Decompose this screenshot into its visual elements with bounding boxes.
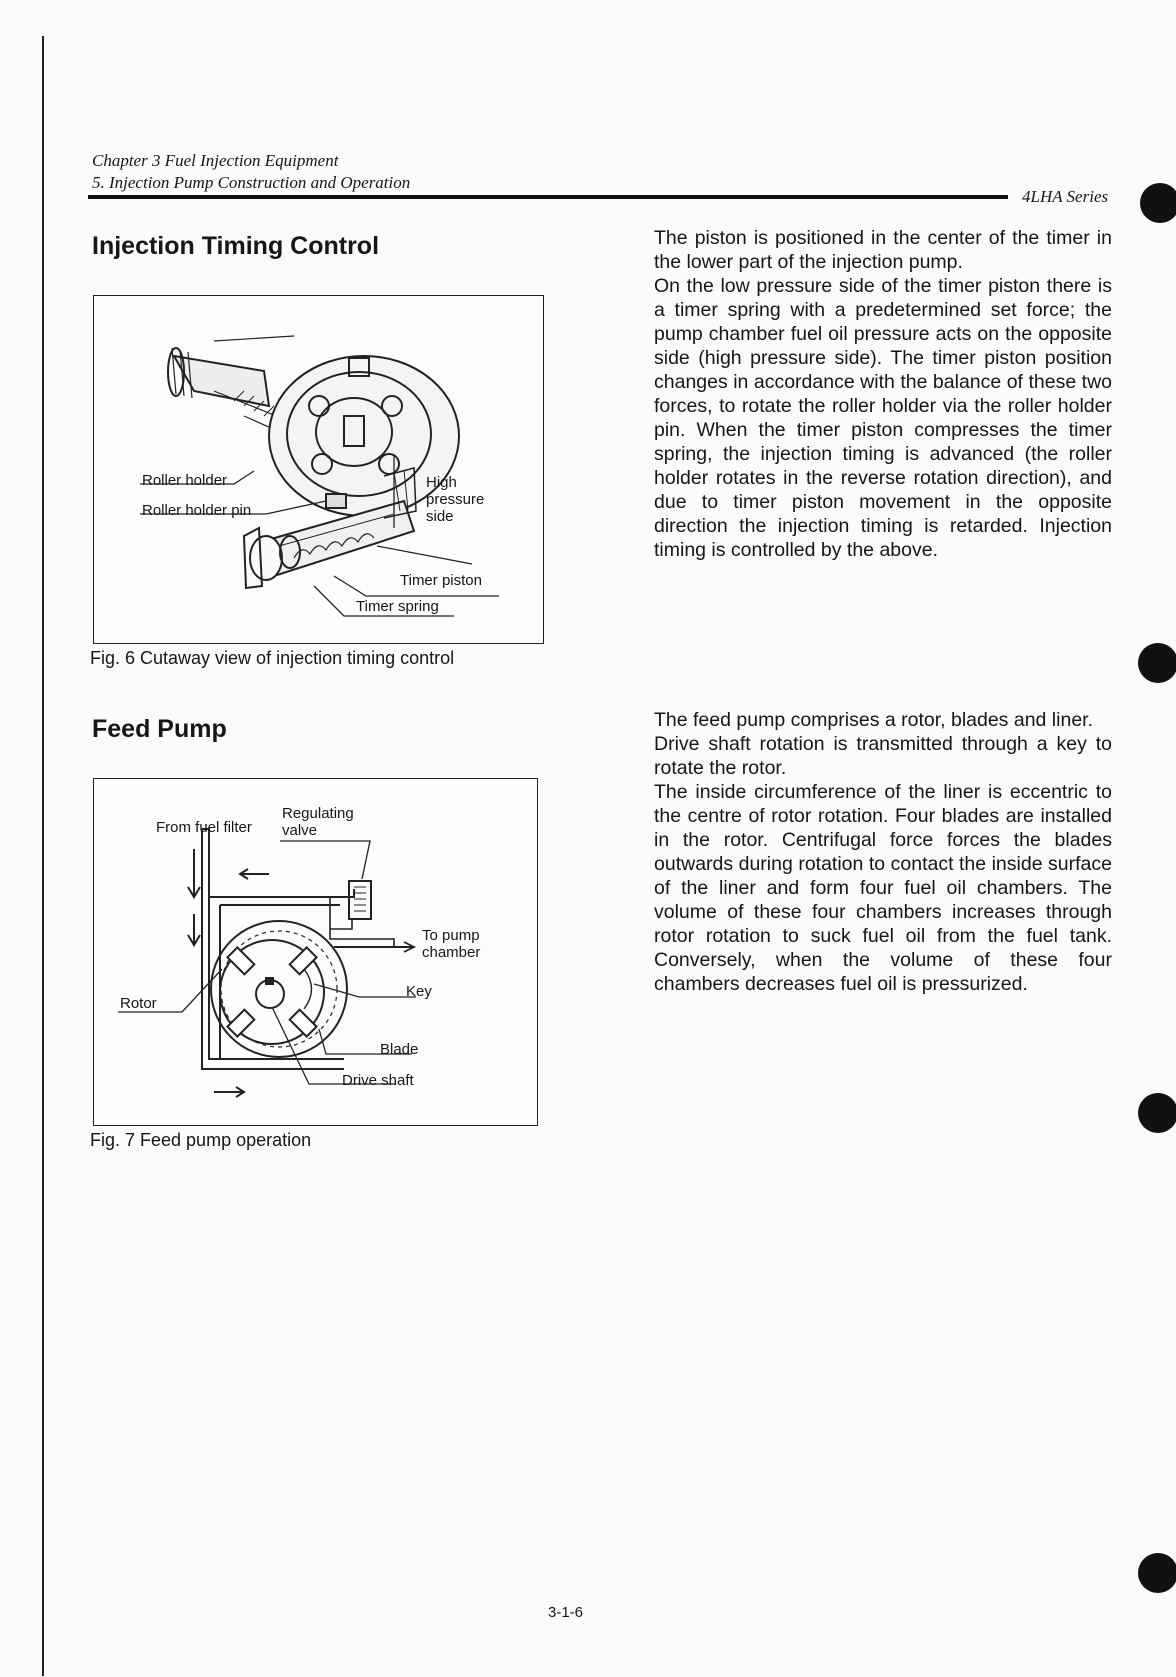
- section-title: 5. Injection Pump Construction and Operation: [92, 173, 411, 192]
- punch-hole: [1138, 643, 1176, 683]
- label-rotor: Rotor: [120, 995, 157, 1012]
- label-high: High: [426, 474, 457, 491]
- chapter-title: Chapter 3 Fuel Injection Equipment: [92, 151, 339, 170]
- figure-6-cutaway: [93, 295, 544, 644]
- series-label: 4LHA Series: [1022, 187, 1109, 206]
- paragraph: The feed pump comprises a rotor, blades and liner.: [654, 709, 1093, 731]
- paragraph: The inside circumference of the liner is eccentric to the centre of rotor rotation. Four blades are installed in the rotor. Centrifugal force forces the blades outwards during rotation to contact the inside surface of the liner and form four fuel oil chambers. The volume of these four chambers increases through rotor rotation to suck fuel oil from the fuel tank. Conversely, when the volume of these four chambers decreases fuel oil is pressurized.: [654, 781, 1112, 995]
- paragraph: On the low pressure side of the timer piston there is a timer spring with a predetermined set force; the pump chamber fuel oil pressure acts on the opposite side (high pressure side). The timer piston position changes in accordance with the balance of these two forces, to rotate the roller holder via the roller holder pin. When the timer piston compresses the timer spring, the injection timing is advanced (the roller holder rotates in the reverse rotation direction), and due to timer piston movement in the opposite direction the injection timing is retarded. Injection timing is controlled by the above.: [654, 275, 1112, 561]
- label-roller-holder-pin: Roller holder pin: [142, 502, 252, 519]
- label-valve: valve: [282, 822, 318, 839]
- figure-6-caption: Fig. 6 Cutaway view of injection timing control: [90, 648, 455, 668]
- feed-pump-text: [654, 708, 1112, 996]
- label-drive-shaft: Drive shaft: [342, 1072, 414, 1089]
- binder-margin-line: [42, 36, 44, 1676]
- page-number: 3-1-6: [548, 1604, 584, 1621]
- paragraph: The piston is positioned in the center of the timer in the lower part of the injection pump.: [654, 227, 1112, 273]
- header-rule: [88, 195, 1008, 199]
- label-regulating: Regulating: [282, 805, 354, 822]
- punch-hole: [1138, 1093, 1176, 1133]
- label-key: Key: [406, 983, 432, 1000]
- label-pressure: pressure: [426, 491, 485, 508]
- injection-timing-text: [654, 226, 1112, 562]
- punch-hole: [1138, 1553, 1176, 1593]
- figure-7-feed-pump: [93, 778, 538, 1126]
- label-blade: Blade: [380, 1041, 419, 1058]
- label-timer-piston: Timer piston: [400, 572, 482, 589]
- punch-hole: [1140, 183, 1176, 223]
- cutaway-illustration: [94, 296, 543, 643]
- paragraph: Drive shaft rotation is transmitted through a key to rotate the rotor.: [654, 733, 1112, 779]
- label-timer-spring: Timer spring: [356, 598, 439, 615]
- label-roller-holder: Roller holder: [142, 472, 228, 489]
- injection-timing-heading: Injection Timing Control: [92, 232, 380, 260]
- figure-7-caption: Fig. 7 Feed pump operation: [90, 1130, 312, 1150]
- label-chamber: chamber: [422, 944, 481, 961]
- feed-pump-heading: Feed Pump: [92, 715, 227, 743]
- label-side: side: [426, 508, 454, 525]
- label-to-pump: To pump: [422, 927, 480, 944]
- label-from-fuel-filter: From fuel filter: [156, 819, 252, 836]
